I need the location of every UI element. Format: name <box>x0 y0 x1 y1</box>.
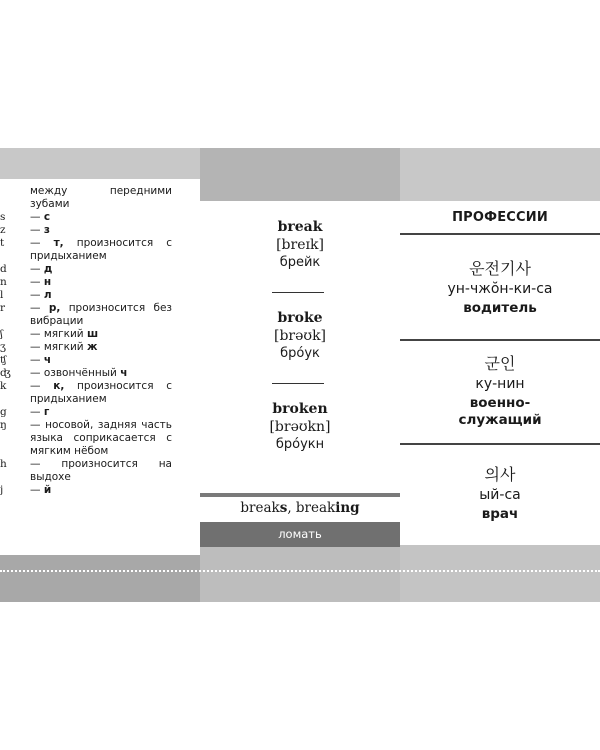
divider-line <box>272 383 324 384</box>
phonetic-description <box>30 185 172 211</box>
phonetic-row <box>0 341 172 354</box>
phonetics-list <box>0 185 172 497</box>
phonetic-description <box>30 302 172 328</box>
verb-pronunciation: бро́ук <box>280 346 320 361</box>
phonetic-row <box>0 354 172 367</box>
dash: — <box>30 341 41 353</box>
description-text: мягкий <box>43 341 87 353</box>
phonetic-description <box>30 263 172 276</box>
phonetic-description <box>30 419 172 458</box>
russian-equivalent: д <box>43 263 53 275</box>
russian-equivalent: л <box>43 289 52 301</box>
russian-word: водитель <box>463 300 537 316</box>
section-rule <box>400 339 600 341</box>
phonetic-row <box>0 328 172 341</box>
verb-extra-forms <box>200 500 400 516</box>
description-text: мягкий <box>43 328 87 340</box>
header-band-left <box>0 148 200 179</box>
korean-word: 운전기사 <box>469 259 531 278</box>
dash: — <box>30 380 41 392</box>
description-text: произносится с придыханием <box>30 237 172 262</box>
dash: — <box>30 406 41 418</box>
phonetic-row <box>0 211 172 224</box>
phonetic-description <box>30 224 172 237</box>
phonetic-description <box>30 211 172 224</box>
phonetic-symbol: h <box>0 458 7 470</box>
russian-equivalent: г <box>43 406 50 418</box>
phonetic-row <box>0 419 172 458</box>
description-text: носовой, задняя часть языка соприкасается с мягким нёбом <box>30 419 172 457</box>
transliteration: ку-нин <box>475 376 525 392</box>
phonetic-description <box>30 380 172 406</box>
phonetic-symbol: j <box>0 484 4 496</box>
phonetic-symbol: r <box>0 302 6 314</box>
description-text: произносится с придыханием <box>30 380 172 405</box>
dash: — <box>30 289 41 301</box>
russian-word-cont: служащий <box>458 412 542 428</box>
russian-equivalent: р, <box>48 302 61 314</box>
header-band-right <box>400 148 600 201</box>
dash: — <box>30 419 41 431</box>
dash: — <box>30 237 41 249</box>
phonetic-row <box>0 406 172 419</box>
profession-item-doctor <box>400 464 600 523</box>
phonetic-symbol: l <box>0 289 4 301</box>
phonetic-row <box>0 458 172 484</box>
russian-equivalent: з <box>43 224 50 236</box>
description-text: озвончённый <box>43 367 121 379</box>
phonetic-description <box>30 406 172 419</box>
verb-word: broke <box>277 310 323 326</box>
verb-word: broken <box>272 401 328 417</box>
phonetic-row <box>0 367 172 380</box>
phonetic-description <box>30 276 172 289</box>
phonetic-symbol: k <box>0 380 7 392</box>
section-rule <box>400 233 600 235</box>
phonetic-row <box>0 484 172 497</box>
korean-word: 의사 <box>484 465 516 484</box>
phonetic-description <box>30 237 172 263</box>
form-suffix: s <box>279 500 288 516</box>
phonetic-symbol <box>0 185 30 211</box>
phonetic-description <box>30 341 172 354</box>
phonetic-symbol: ʒ <box>0 341 6 353</box>
phonetic-row <box>0 302 172 328</box>
dash: — <box>30 458 41 470</box>
verb-pronunciation: брейк <box>279 255 321 270</box>
phonetic-description <box>30 354 172 367</box>
russian-equivalent: ш <box>86 328 99 340</box>
profession-item-soldier <box>400 353 600 429</box>
phonetic-row <box>0 237 172 263</box>
dash: — <box>30 276 41 288</box>
dash: — <box>30 263 41 275</box>
russian-equivalent: к, <box>53 380 65 392</box>
description-text: произносится на выдохе <box>30 458 172 483</box>
description-text: произносится без вибрации <box>30 302 172 327</box>
verb-pronunciation: бро́укн <box>275 437 325 452</box>
russian-word: военно- <box>469 395 531 411</box>
phonetic-symbol: ʃ <box>0 328 3 340</box>
form-separator: , <box>287 500 296 516</box>
form-base: break <box>240 500 280 516</box>
footer-band-left <box>0 555 200 602</box>
form-suffix: ing <box>335 500 360 516</box>
description-text: между передними зубами <box>30 185 172 210</box>
phonetic-symbol: s <box>0 211 6 223</box>
transliteration: ый-са <box>479 487 521 503</box>
transliteration: ун-чжŏн-ки-са <box>447 281 553 297</box>
forms-separator <box>200 493 400 497</box>
divider-line <box>272 292 324 293</box>
phonetic-row <box>0 276 172 289</box>
profession-item-driver <box>400 258 600 317</box>
russian-equivalent: т, <box>53 237 64 249</box>
phonetic-symbol: ʤ <box>0 367 11 379</box>
phonetic-description <box>30 367 172 380</box>
phonetic-row <box>30 185 172 211</box>
russian-equivalent: ч <box>43 354 52 366</box>
phonetic-symbol: ʧ <box>0 354 7 366</box>
phonetic-description <box>30 328 172 341</box>
verb-form-3 <box>200 400 400 454</box>
verb-form-2 <box>200 309 400 363</box>
phonetic-symbol: t <box>0 237 5 249</box>
dash: — <box>30 211 41 223</box>
form-base: break <box>295 500 336 516</box>
phonetic-symbol: g <box>0 406 7 418</box>
verb-transcription: [brəʊkn] <box>269 419 331 435</box>
phonetic-symbol: ŋ <box>0 419 7 431</box>
korean-word: 군인 <box>484 354 516 373</box>
phonetic-row <box>0 224 172 237</box>
verb-transcription: [brəʊk] <box>273 328 327 344</box>
phonetic-symbol: z <box>0 224 6 236</box>
phonetic-description <box>30 484 172 497</box>
russian-equivalent: ж <box>86 341 98 353</box>
dash: — <box>30 367 41 379</box>
footer-band-right <box>400 545 600 602</box>
phonetic-row <box>0 263 172 276</box>
phonetic-description <box>30 289 172 302</box>
section-title: ПРОФЕССИИ <box>452 210 548 225</box>
footer-band-middle <box>200 547 400 602</box>
section-rule <box>400 443 600 445</box>
dash: — <box>30 224 41 236</box>
verb-form-1 <box>200 218 400 272</box>
verb-transcription: [breɪk] <box>276 237 324 253</box>
russian-equivalent: й <box>43 484 52 496</box>
dash: — <box>30 302 41 314</box>
verb-word: break <box>277 219 323 235</box>
dash: — <box>30 484 41 496</box>
phonetic-description <box>30 458 172 484</box>
header-band-middle <box>200 148 400 201</box>
dotted-divider <box>0 570 600 572</box>
russian-equivalent: н <box>43 276 52 288</box>
russian-equivalent: с <box>43 211 51 223</box>
phonetic-row <box>0 289 172 302</box>
phonetic-symbol: n <box>0 276 7 288</box>
translation-bar: ломать <box>200 522 400 547</box>
dash: — <box>30 354 41 366</box>
russian-equivalent: ч <box>120 367 128 379</box>
russian-word: врач <box>481 506 519 522</box>
phonetic-symbol: d <box>0 263 7 275</box>
phonetic-row <box>0 380 172 406</box>
dash: — <box>30 328 41 340</box>
